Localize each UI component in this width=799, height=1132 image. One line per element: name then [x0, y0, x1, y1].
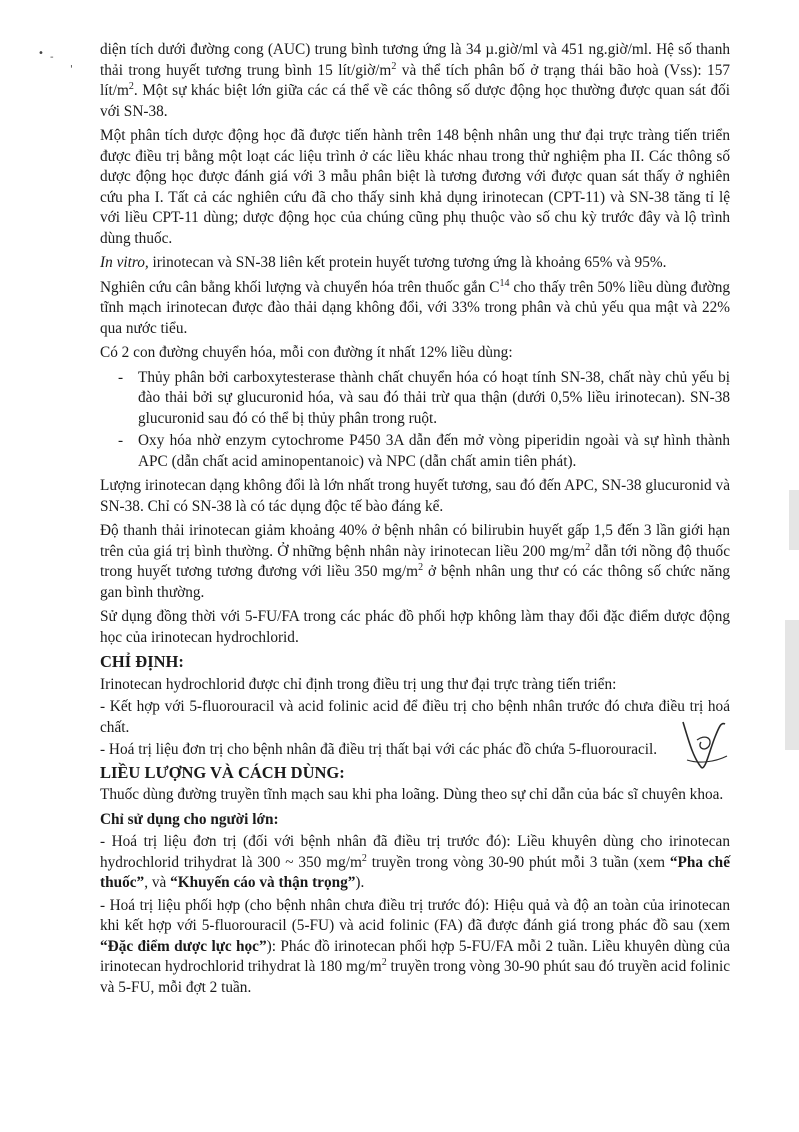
combination-paragraph: Sử dụng đồng thời với 5-FU/FA trong các phác đồ phối hợp không làm thay đổi đặc điểm dược động học của irinotecan hydrochlorid.	[100, 608, 730, 646]
scan-edge-shadow	[785, 620, 799, 750]
clearance-paragraph: Độ thanh thải irinotecan giảm khoảng 40% ở bệnh nhân có bilirubin huyết gấp 1,5 đến 3 lần giới hạn trên của giá trị bình thường. Ở những bệnh nhân này irinotecan liều 200 $mg/m^2$ dẫn tới nồng độ thuốc trong huyết tương tương đương với liều 350 $mg/m^2$ ở bệnh nhân ung thư có các thông số chức năng gan bình thường.	[100, 522, 731, 601]
list-item: - Oxy hóa nhờ enzym cytochrome P450 3A dẫn đến mở vòng piperidin ngoài và sự hình thành APC (dẫn chất acid aminopentanoic) và NPC (dẫn chất amin tiên phát).	[118, 432, 730, 470]
pk-auc-paragraph: diện tích dưới đường cong (AUC) trung bình tương ứng là 34 µ.giờ/ml và 451 ng.giờ/ml. Hệ số thanh thải trong huyết tương trung bình 15 lít/$giờ/m^2$ và thể tích phân bố ở trạng thái bão hoà (Vss): 157 lít/$m^2$. Một sự khác biệt lớn giữa các cá thể về các thông số dược động học thường được quan sát đối với SN-38.	[100, 41, 730, 120]
adult-use-subheading: Chỉ sử dụng cho người lớn:	[100, 810, 279, 828]
margin-speck: -	[50, 52, 54, 63]
indication-heading: CHỈ ĐỊNH:	[100, 652, 184, 671]
protein-binding-paragraph: In vitro, irinotecan và SN-38 liên kết protein huyết tương tương ứng là khoảng 65% và 95%.	[100, 254, 667, 271]
metabolic-pathways-intro: Có 2 con đường chuyển hóa, mỗi con đường ít nhất 12% liều dùng:	[100, 344, 513, 361]
mass-balance-paragraph: Nghiên cứu cân bằng khối lượng và chuyển hóa trên thuốc gắn $C^{14}$ cho thấy trên 50% liều dùng đường tĩnh mạch irinotecan được đào thải dạng không đổi, với 33% trong phân và chủ yếu qua mật và 22% qua nước tiểu.	[100, 277, 730, 337]
list-item: - Thủy phân bởi carboxytesterase thành chất chuyển hóa có hoạt tính SN-38, chất này chủ yếu bị đào thải bởi sự glucuronid hóa, và sau đó thải trừ qua thận (dưới 0,5% liều irinotecan). SN-38 glucuronid sau đó có thể bị thủy phân trong ruột.	[118, 368, 730, 427]
unchanged-irinotecan-paragraph: Lượng irinotecan dạng không đổi là lớn nhất trong huyết tương, sau đó đến APC, SN-38 glucuronid và SN-38. Chỉ có SN-38 là có tác dụng độc tế bào đáng kể.	[100, 477, 730, 515]
dosage-intro: Thuốc dùng đường truyền tĩnh mạch sau khi pha loãng. Dùng theo sự chỉ dẫn của bác sĩ chuyên khoa.	[100, 786, 724, 803]
indication-intro: Irinotecan hydrochlorid được chỉ định trong điều trị ung thư đại trực tràng tiến triển:	[100, 675, 617, 693]
indication-item: - Hoá trị liệu đơn trị cho bệnh nhân đã điều trị thất bại với các phác đồ chứa 5-fluorouracil.	[100, 741, 658, 758]
document-page	[100, 40, 730, 1000]
margin-speck: '	[70, 64, 73, 75]
metabolic-pathways-list	[100, 368, 730, 473]
pk-analysis-paragraph: Một phân tích dược động học đã được tiến hành trên 148 bệnh nhân ung thư đại trực tràng tiến triển được điều trị bằng một loạt các liệu trình ở các liều khác nhau trong thử nghiệm pha II. Các thông số dược động học được đánh giá với 3 mẫu phân biệt là tương đương với được quan sát thấy ở nghiên cứu pha I. Tất cả các nghiên cứu đã cho thấy sinh khả dụng irinotecan (CPT-11) và SN-38 tăng tỉ lệ với liều CPT-11 dùng; dược động học của chúng cũng phụ thuộc vào số chu kỳ trước đây và lộ trình dùng thuốc.	[100, 127, 730, 247]
margin-speck: •	[38, 48, 44, 59]
monotherapy-item: - Hoá trị liệu đơn trị (đối với bệnh nhân đã điều trị trước đó): Liều khuyên dùng cho irinotecan hydrochlorid trihydrat là 300 ~ 350 $mg/m^2$ truyền trong vòng 30-90 phút mỗi 3 tuần (xem “Pha chế thuốc”, và “Khuyến cáo và thận trọng”).	[100, 833, 730, 891]
scan-edge-shadow	[789, 490, 799, 550]
combination-therapy-item: - Hoá trị liệu phối hợp (cho bệnh nhân chưa điều trị trước đó): Hiệu quả và độ an toàn của irinotecan khi kết hợp với 5-fluorouracil (5-FU) và acid folinic (FA) đã được đánh giá trong phác đồ sau (xem “Đặc điểm dược lực học”): Phác đồ irinotecan phối hợp 5-FU/FA mỗi 2 tuần. Liều khuyên dùng của irinotecan hydrochlorid trihydrat là 180 $mg/m^2$ truyền trong vòng 30-90 phút sau đó truyền acid folinic và 5-FU, mỗi đợt 2 tuần.	[100, 896, 731, 996]
indication-item: - Kết hợp với 5-fluorouracil và acid folinic acid để điều trị cho bệnh nhân trước đó chưa điều trị hoá chất.	[100, 698, 730, 736]
dosage-heading: LIỀU LƯỢNG VÀ CÁCH DÙNG:	[100, 762, 345, 782]
